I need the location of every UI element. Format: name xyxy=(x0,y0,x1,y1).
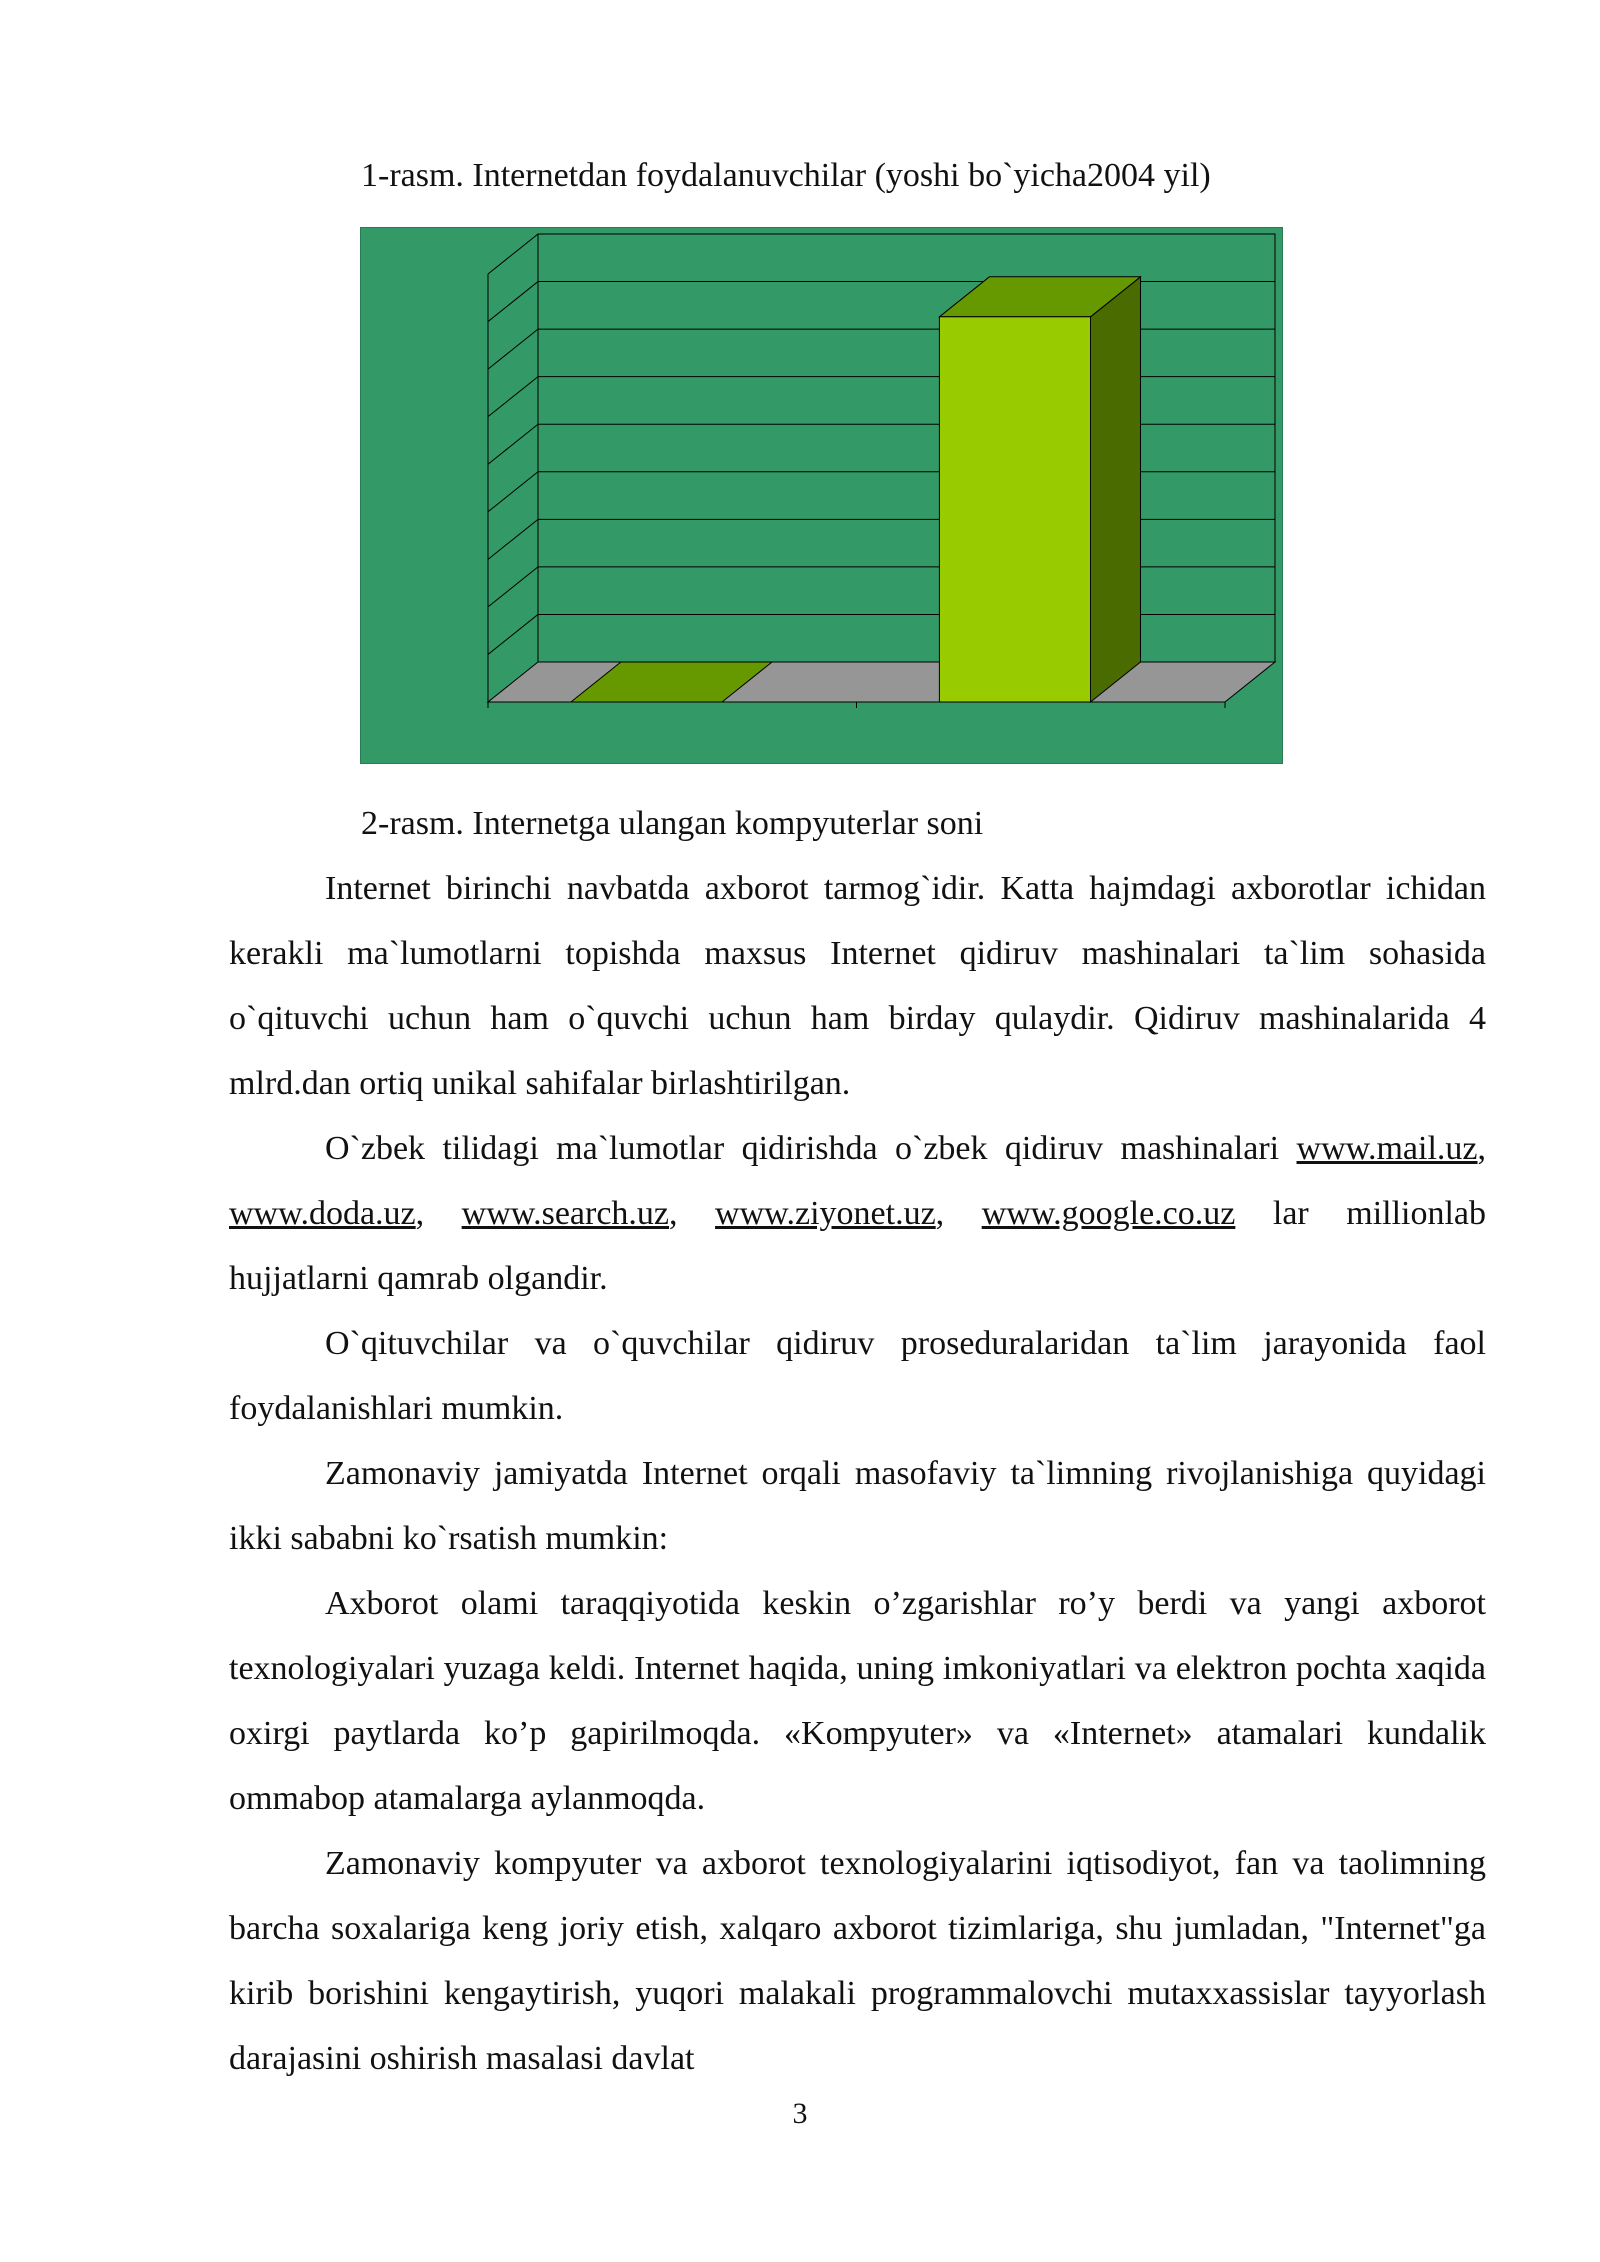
paragraph-search-engines: Internet birinchi navbatda axborot tarmog`idir. Katta hajmdagi axborotlar ichidan kerakli ma`lumotlarni topishda maxsus Internet qidiruv mashinalari ta`lim sohasida o`qituvchi uchun ham o`quvchi uchun ham birday qulaydir. Qidiruv mashinalarida 4 mlrd.dan ortiq unikal sahifalar birlashtirilgan. xyxy=(229,870,1486,1102)
link-google-co-uz[interactable]: www.google.co.uz xyxy=(981,1195,1236,1232)
paragraph-teachers: O`qituvchilar va o`quvchilar qidiruv proseduralaridan ta`lim jarayonida faol foydalanishlari mumkin. xyxy=(229,1325,1486,1427)
paragraph-modern-technologies: Zamonaviy kompyuter va axborot texnologiyalarini iqtisodiyot, fan va taolimning barcha soxalariga keng joriy etish, xalqaro axborot tizimlariga, shu jumladan, "Internet"ga kirib borishini kengaytirish, yuqori malakali programmalovchi mutaxxassislar tayyorlash darajasini oshirish masalasi davlat xyxy=(229,1845,1486,2077)
chart-bar xyxy=(939,317,1090,702)
separator: , xyxy=(935,1195,945,1232)
paragraph-uzbek-search xyxy=(229,1116,1486,1311)
paragraph-outro: lar millionlab hujjatlarni qamrab olgandir. xyxy=(229,1195,1487,1297)
separator: , xyxy=(415,1195,425,1232)
link-mail-uz[interactable]: www.mail.uz xyxy=(1296,1130,1478,1167)
paragraph-information-world: Axborot olami taraqqiyotida keskin o’zgarishlar ro’y berdi va yangi axborot texnologiyalari yuzaga keldi. Internet haqida, uning imkoniyatlari va elektron pochta xaqida oxirgi paytlarda ko’p gapirilmoqda. «Kompyuter» va «Internet» atamalari kundalik ommabop atamalarga aylanmoqda. xyxy=(229,1585,1486,1817)
chart-svg xyxy=(360,227,1283,764)
paragraph-intro: O`zbek tilidagi ma`lumotlar qidirishda o`zbek qidiruv mashinalari xyxy=(325,1130,1280,1167)
chart-bar-side xyxy=(1090,277,1140,702)
page-number: 3 xyxy=(792,2097,808,2130)
figure-2-caption: 2-rasm. Internetga ulangan kompyuterlar soni xyxy=(361,805,984,842)
figure-1-caption: 1-rasm. Internetdan foydalanuvchilar (yoshi bo`yicha2004 yil) xyxy=(361,157,1211,194)
paragraph-distance-learning: Zamonaviy jamiyatda Internet orqali masofaviy ta`limning rivojlanishiga quyidagi ikki sababni ko`rsatish mumkin: xyxy=(229,1455,1486,1557)
link-search-uz[interactable]: www.search.uz xyxy=(461,1195,670,1232)
bar-chart-3d xyxy=(360,227,1283,764)
separator: , xyxy=(669,1195,678,1232)
body-text xyxy=(229,856,1486,2091)
separator: , xyxy=(1477,1130,1486,1167)
link-doda-uz[interactable]: www.doda.uz xyxy=(229,1195,416,1232)
link-ziyonet-uz[interactable]: www.ziyonet.uz xyxy=(715,1195,936,1232)
